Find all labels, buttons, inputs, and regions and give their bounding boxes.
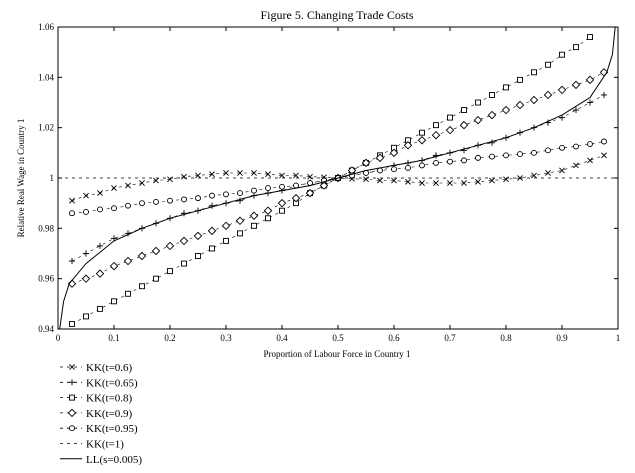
legend-item: [60, 377, 138, 389]
y-tick-label: 0.98: [38, 223, 54, 234]
data-point: [83, 250, 89, 256]
data-point: [252, 223, 257, 228]
data-point: [196, 254, 201, 259]
data-point: [266, 186, 271, 191]
data-point: [546, 62, 551, 67]
data-point: [138, 252, 145, 259]
legend-label: KK(t=0.9): [86, 407, 133, 420]
legend-label: LL(s=0.005): [86, 453, 142, 466]
data-point: [446, 127, 453, 134]
y-tick-label: 1.06: [38, 22, 54, 32]
x-tick-label: 0.5: [332, 333, 344, 343]
data-point: [70, 321, 75, 326]
data-point: [168, 269, 173, 274]
legend-marker: [69, 364, 74, 369]
data-point: [460, 122, 467, 129]
data-point: [126, 203, 131, 208]
data-point: [420, 163, 425, 168]
legend-item: [60, 423, 138, 435]
data-point: [574, 45, 579, 50]
y-tick-label: 0.94: [38, 324, 54, 334]
data-point: [406, 165, 411, 170]
data-point: [546, 148, 551, 153]
y-axis: [38, 22, 618, 334]
data-point: [418, 137, 425, 144]
legend-label: KK(t=1): [86, 438, 124, 451]
data-point: [252, 188, 257, 193]
data-point: [434, 123, 439, 128]
data-point: [69, 258, 75, 264]
data-point: [111, 185, 116, 190]
data-point: [560, 145, 565, 150]
legend-item: [60, 454, 142, 466]
data-point: [488, 111, 495, 118]
data-point: [180, 237, 187, 244]
legend-label: KK(t=0.8): [86, 392, 133, 405]
data-point: [504, 153, 509, 158]
data-point: [154, 199, 159, 204]
x-tick-label: 0.1: [108, 333, 120, 343]
x-tick-label: 0.3: [220, 333, 232, 343]
data-point: [208, 227, 215, 234]
data-point: [586, 76, 593, 83]
data-point: [266, 216, 271, 221]
y-tick-label: 1.04: [38, 72, 54, 83]
data-point: [462, 158, 467, 163]
data-point: [83, 193, 88, 198]
legend-marker: [69, 379, 75, 385]
data-point: [126, 291, 131, 296]
data-point: [278, 200, 285, 207]
data-point: [112, 299, 117, 304]
data-point: [84, 209, 89, 214]
data-point: [182, 261, 187, 266]
legend-marker: [70, 395, 75, 400]
data-point: [490, 154, 495, 159]
legend-item: [60, 362, 133, 374]
data-point: [531, 173, 536, 178]
data-point: [70, 211, 75, 216]
data-point: [210, 246, 215, 251]
x-tick-label: 0.6: [388, 333, 400, 343]
data-point: [558, 86, 565, 93]
legend-item: [60, 408, 133, 420]
data-point: [264, 207, 271, 214]
data-point: [559, 168, 564, 173]
data-point: [250, 212, 257, 219]
legend-marker: [70, 426, 75, 431]
data-point: [168, 198, 173, 203]
data-point: [224, 192, 229, 197]
series-4: [70, 139, 607, 216]
data-point: [432, 132, 439, 139]
data-point: [97, 191, 102, 196]
series-2: [70, 35, 593, 327]
data-point: [98, 306, 103, 311]
x-tick-label: 0.4: [276, 333, 288, 343]
data-point: [601, 153, 606, 158]
data-point: [588, 142, 593, 147]
data-point: [125, 183, 130, 188]
data-point: [196, 196, 201, 201]
data-point: [532, 70, 537, 75]
data-point: [236, 217, 243, 224]
data-point: [573, 163, 578, 168]
legend-label: KK(t=0.65): [86, 377, 138, 390]
data-point: [97, 243, 103, 249]
legend-item: [60, 393, 133, 405]
x-tick-label: 0.8: [500, 333, 512, 343]
data-point: [560, 52, 565, 57]
data-point: [504, 85, 509, 90]
data-point: [280, 208, 285, 213]
data-point: [112, 206, 117, 211]
data-point: [448, 115, 453, 120]
plot-area: [58, 27, 618, 329]
data-point: [140, 284, 145, 289]
data-point: [516, 101, 523, 108]
data-point: [194, 232, 201, 239]
data-point: [602, 139, 607, 144]
data-point: [502, 106, 509, 113]
data-point: [572, 81, 579, 88]
data-point: [280, 184, 285, 189]
legend-marker: [68, 409, 75, 416]
data-point: [210, 193, 215, 198]
data-point: [124, 257, 131, 264]
x-tick-label: 0.9: [556, 333, 568, 343]
data-point: [545, 170, 550, 175]
data-point: [152, 247, 159, 254]
y-tick-label: 1: [49, 173, 54, 183]
data-point: [98, 207, 103, 212]
data-point: [420, 130, 425, 135]
legend-label: KK(t=0.95): [86, 423, 138, 436]
data-point: [110, 262, 117, 269]
data-point: [166, 242, 173, 249]
data-point: [476, 155, 481, 160]
data-point: [434, 160, 439, 165]
data-point: [476, 100, 481, 105]
data-point: [69, 198, 74, 203]
x-axis-label: Proportion of Labour Force in Country 1: [263, 349, 411, 359]
data-point: [182, 197, 187, 202]
legend-label: KK(t=0.6): [86, 362, 133, 374]
data-point: [462, 108, 467, 113]
x-tick-label: 0.2: [164, 333, 176, 343]
y-tick-label: 1.02: [38, 122, 54, 133]
data-point: [532, 150, 537, 155]
data-point: [518, 152, 523, 157]
data-point: [544, 91, 551, 98]
data-point: [601, 92, 607, 98]
data-point: [140, 201, 145, 206]
data-point: [530, 96, 537, 103]
data-point: [82, 275, 89, 282]
data-point: [96, 270, 103, 277]
series-line: [72, 37, 590, 324]
data-point: [587, 99, 593, 105]
data-point: [587, 158, 592, 163]
y-tick-label: 0.96: [38, 273, 54, 284]
data-point: [224, 238, 229, 243]
data-point: [153, 178, 158, 183]
data-point: [154, 276, 159, 281]
data-point: [238, 231, 243, 236]
x-tick-label: 0: [55, 333, 61, 343]
legend-item: [60, 439, 124, 451]
data-point: [238, 191, 243, 196]
data-point: [490, 92, 495, 97]
data-point: [392, 167, 397, 172]
y-axis-label: Relative Real Wage in Country 1: [16, 118, 26, 238]
data-point: [574, 144, 579, 149]
legend: [60, 362, 142, 466]
data-point: [84, 314, 89, 319]
data-point: [222, 222, 229, 229]
x-tick-label: 0.7: [444, 333, 456, 343]
chart-title: Figure 5. Changing Trade Costs: [260, 8, 414, 22]
x-tick-label: 1: [615, 333, 621, 343]
data-point: [474, 117, 481, 124]
data-point: [448, 159, 453, 164]
data-point: [518, 77, 523, 82]
data-point: [588, 35, 593, 40]
